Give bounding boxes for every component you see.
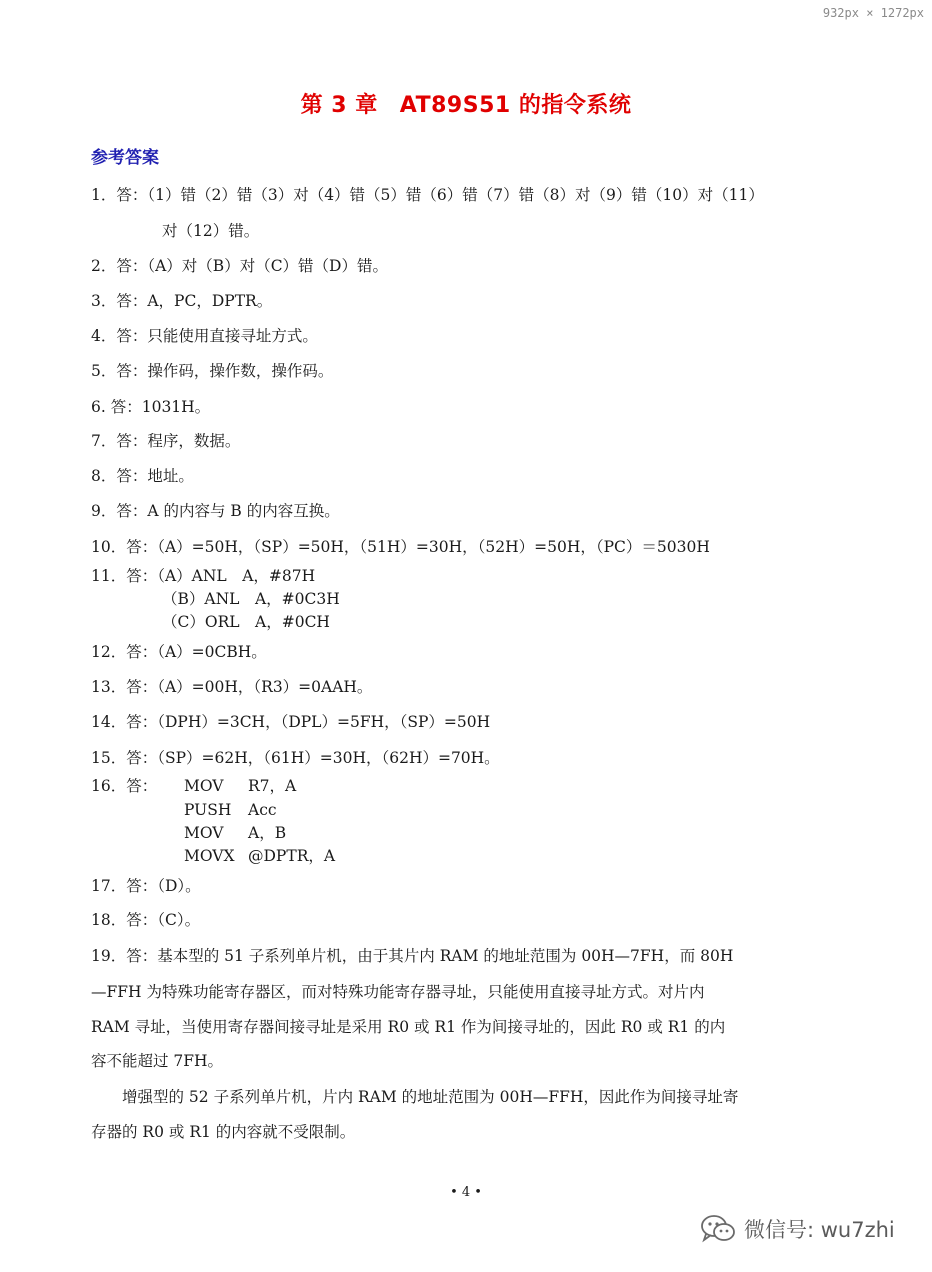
answer-line: 1．答：（1）错（2）错（3）对（4）错（5）错（6）错（7）错（8）对（9）错（10）对（11）: [91, 186, 764, 204]
mnemonic: MOV: [184, 824, 224, 842]
answer-line: 10．答：（A）=50H，（SP）=50H，（51H）=30H，（52H）=50H，（PC）＝5030H: [91, 538, 710, 556]
answer-line: 4．答：只能使用直接寻址方式。: [91, 327, 318, 345]
operands: A，B: [248, 824, 287, 842]
answer-line: 19．答：基本型的 51 子系列单片机，由于其片内 RAM 的地址范围为 00H—7FH，而 80H: [91, 947, 734, 965]
operands: R7，A: [248, 777, 297, 795]
answer-line: 15．答：（SP）=62H，（61H）=30H，（62H）=70H。: [91, 749, 500, 767]
operands: Acc: [248, 801, 277, 819]
mnemonic: MOVX: [184, 847, 235, 865]
answer-line: 16．答：: [91, 777, 158, 795]
answer-line: 容不能超过 7FH。: [91, 1052, 224, 1070]
answer-line: 5．答：操作码，操作数，操作码。: [91, 362, 334, 380]
answer-line: 14．答：（DPH）=3CH，（DPL）=5FH，（SP）=50H: [91, 713, 491, 731]
answer-line: 存器的 R0 或 R1 的内容就不受限制。: [91, 1123, 356, 1141]
answer-line: （C）ORL A，#0CH: [162, 613, 330, 631]
answer-line: 18．答：（C）。: [91, 911, 201, 929]
code-line: [184, 800, 277, 820]
page-number: • 4 •: [450, 1185, 482, 1200]
watermark-text: 微信号: wu7zhi: [744, 1218, 895, 1242]
code-line: [184, 776, 296, 796]
answer-line: 增强型的 52 子系列单片机，片内 RAM 的地址范围为 00H—FFH，因此作为间接寻址寄: [122, 1088, 739, 1106]
answer-line: 12．答：（A）=0CBH。: [91, 643, 267, 661]
operands: @DPTR，A: [248, 847, 336, 865]
answer-line: —FFH 为特殊功能寄存器区，而对特殊功能寄存器寻址，只能使用直接寻址方式。对片内: [91, 983, 705, 1001]
code-line: [184, 823, 286, 843]
answer-line: 8．答：地址。: [91, 467, 194, 485]
answer-line: 对（12）错。: [162, 222, 260, 240]
wechat-icon: [700, 1214, 736, 1244]
mnemonic: MOV: [184, 777, 224, 795]
answer-line: RAM 寻址，当使用寄存器间接寻址是采用 R0 或 R1 作为间接寻址的，因此 R0 或 R1 的内: [91, 1018, 726, 1036]
mnemonic: PUSH: [184, 801, 232, 819]
watermark: [700, 1214, 895, 1244]
chapter-number: 第 3 章: [300, 93, 378, 118]
answer-line: 7．答：程序，数据。: [91, 432, 241, 450]
answer-line: 13．答：（A）=00H，（R3）=0AAH。: [91, 678, 373, 696]
answer-line: 6. 答：1031H。: [91, 398, 211, 416]
section-heading: 参考答案: [91, 148, 159, 168]
chapter-title: [0, 88, 932, 119]
answer-line: 9．答：A 的内容与 B 的内容互换。: [91, 502, 340, 520]
answer-line: 3．答：A，PC，DPTR。: [91, 292, 273, 310]
image-size-label: 932px × 1272px: [822, 6, 924, 20]
answer-line: （B）ANL A，#0C3H: [162, 590, 340, 608]
answer-line: 2．答：（A）对（B）对（C）错（D）错。: [91, 257, 388, 275]
code-line: [184, 846, 335, 866]
answer-line: 11．答：（A）ANL A，#87H: [91, 567, 316, 585]
answer-line: 17．答：（D）。: [91, 877, 201, 895]
chapter-name: AT89S51 的指令系统: [399, 93, 632, 118]
